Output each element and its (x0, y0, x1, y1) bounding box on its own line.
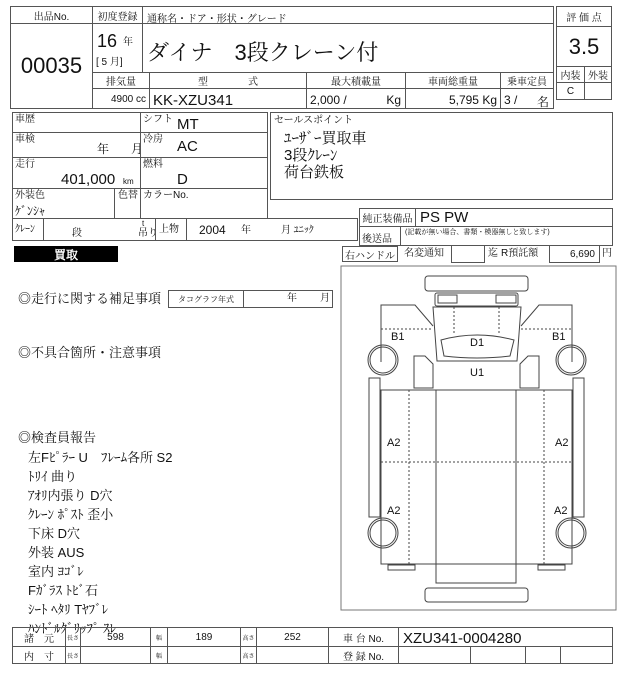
chassis-no: XZU341-0004280 (398, 627, 613, 647)
inspector-report (28, 447, 172, 637)
later-label: 後送品 (359, 226, 401, 246)
color-no-label: カラーNo. (143, 190, 189, 201)
report-line: ﾊﾝﾄﾞﾙｸﾞﾘｯﾌﾟ ｽﾚ (28, 621, 117, 636)
reg-no-cell (470, 646, 526, 664)
report-line: 室内 ﾖｺﾞﾚ (28, 564, 84, 579)
later-note: (記載が無い場合、書類・模器無しと致します) (405, 229, 550, 236)
color-change-cell (114, 188, 141, 219)
report-line: 外装 AUS (28, 545, 85, 560)
report-line: 下床 D穴 (28, 526, 81, 541)
sales-point-line: 3段ｸﾚｰﾝ (284, 147, 338, 164)
capacity-unit: 名 (536, 95, 549, 109)
displacement: 4900 cc (92, 88, 150, 109)
reg-year: 16 (97, 31, 118, 51)
shift-label: シフト (143, 114, 173, 125)
tacho-month: 月 (320, 293, 330, 304)
interior-label: 内装 (556, 66, 585, 83)
equipment-label: 純正装備品 (359, 208, 416, 227)
color-no-cell (140, 188, 268, 219)
vehicle-name: ダイナ 3段クレーン付 (142, 23, 554, 73)
gross-weight: 5,795 Kg (405, 88, 501, 109)
yen-label: 円 (602, 248, 612, 259)
max-load-label: 最大積載量 (306, 72, 406, 89)
crane-stage: 段 (72, 228, 82, 239)
crane-label-cell (12, 218, 44, 241)
mileage-cell (12, 157, 141, 189)
inspection-label: 車検 (15, 134, 35, 145)
body-label: 上物 (159, 224, 179, 235)
damage-mark: B1 (552, 331, 566, 343)
inspector-heading: ◎検査員報告 (18, 430, 97, 445)
history-cell (12, 112, 141, 133)
name-change-label: 名変通知 (404, 248, 444, 259)
blank-cell (267, 199, 358, 219)
first-reg-cell (92, 23, 143, 73)
report-line: ｸﾚｰﾝ ﾎﾟｽﾄ 歪小 (28, 507, 114, 522)
inner-width (167, 646, 241, 664)
mud-flap (388, 565, 415, 570)
windshield (433, 307, 521, 361)
until-label: 迄 (488, 248, 498, 259)
exterior-label: 外装 (584, 66, 612, 83)
mileage-value: 401,000 (61, 171, 116, 188)
chassis-label: 車 台 No. (328, 627, 399, 647)
capacity-cell (500, 88, 554, 109)
history-label: 車歴 (15, 114, 35, 125)
fuel-value: D (177, 171, 188, 188)
width-label: 幅 (150, 627, 168, 647)
front-bumper (425, 276, 528, 291)
body-month: 月 ﾕﾆｯｸ (281, 225, 314, 236)
side-step (369, 378, 380, 517)
interior-score: C (556, 82, 585, 100)
body-label-cell (155, 218, 187, 241)
cargo-bed (381, 390, 572, 564)
tacho-label: タコグラフ年式 (168, 290, 244, 308)
displacement-label: 排気量 (92, 72, 150, 89)
reg-year-unit: 年 (123, 37, 133, 48)
max-load: 2,000 / (310, 93, 347, 107)
body-cell (186, 218, 358, 241)
damage-mark: A2 (387, 437, 401, 449)
crane-hang: 吊り (138, 228, 158, 239)
mileage-unit: km (123, 177, 134, 186)
ac-cell (140, 132, 268, 158)
max-load-unit: Kg (386, 93, 401, 107)
reg-no-cell (525, 646, 561, 664)
sales-point-line: 荷台鉄板 (284, 164, 345, 181)
sales-point-label: セールスポイント (274, 115, 354, 126)
model-label: 型 式 (149, 72, 307, 89)
damage-mark: A2 (554, 505, 568, 517)
height-value: 252 (256, 627, 329, 647)
truck-damage-diagram (340, 260, 620, 612)
recycle-value: 6,690 (549, 245, 600, 263)
fuel-label: 燃料 (143, 159, 163, 170)
score-label: 評 価 点 (556, 6, 612, 27)
inner-length-label: 長さ (65, 646, 81, 664)
equipment-value: PS PW (420, 209, 469, 226)
inner-width-label: 幅 (150, 646, 168, 664)
first-reg-label: 初度登録 (92, 6, 143, 24)
name-label: 通称名・ドア・形状・グレード (142, 6, 554, 24)
inspection-year: 年 (97, 142, 110, 156)
lot-no: 00035 (10, 23, 93, 109)
tacho-box (168, 290, 333, 308)
reg-month: [ 5 月] (96, 57, 123, 68)
capacity-label: 乗車定員 (500, 72, 554, 89)
report-line: 左Fﾋﾟﾗｰ U ﾌﾚｰﾑ各所 S2 (28, 450, 173, 465)
exterior-score (584, 82, 612, 100)
equipment-row (359, 208, 613, 227)
mileage-notes-heading: ◎走行に関する補足事項 (18, 291, 162, 306)
tacho-year: 年 (287, 293, 297, 304)
color-value: ｹﾞﾝｼｬ (15, 204, 46, 218)
score-value: 3.5 (556, 26, 612, 67)
crane-cell (43, 218, 156, 241)
mileage-label: 走行 (15, 159, 35, 170)
color-label: 外装色 (15, 190, 45, 201)
defects-heading: ◎不具合箇所・注意事項 (18, 345, 162, 360)
gross-weight-label: 車両総重量 (405, 72, 501, 89)
headlight (496, 295, 516, 303)
inner-height (256, 646, 329, 664)
inspection-cell (12, 132, 144, 158)
color-cell (12, 188, 115, 219)
dims-label: 諸 元 (12, 627, 66, 647)
recycle-label: R預託額 (501, 248, 539, 259)
reg-no-cell (560, 646, 613, 664)
lot-no-label: 出品No. (10, 6, 93, 24)
length-label: 長さ (65, 627, 81, 647)
reg-no-cell (398, 646, 471, 664)
mud-flap (538, 565, 565, 570)
inner-height-label: 高さ (240, 646, 257, 664)
shift-value: MT (177, 116, 199, 133)
crane-label: ｸﾚｰﾝ (15, 224, 35, 235)
damage-mark: B1 (391, 331, 405, 343)
headlight (438, 295, 457, 303)
ac-value: AC (177, 138, 198, 155)
sales-point-line: ﾕｰｻﾞｰ買取車 (284, 130, 367, 147)
crane-ton: t (142, 219, 145, 228)
reg-no-label: 登 録 No. (328, 646, 399, 664)
inner-dims-label: 内 寸 (12, 646, 66, 664)
model: KK-XZU341 (149, 88, 307, 109)
report-line: Fｶﾞﾗｽ ﾄﾋﾞ石 (28, 583, 99, 598)
shift-cell (140, 112, 268, 133)
body-year-unit: 年 (241, 225, 251, 236)
side-step (573, 378, 584, 517)
inspection-month: 月 (131, 142, 144, 156)
body-year: 2004 (199, 223, 226, 237)
steering-badge: 右ハンドル (342, 246, 398, 262)
color-change-label: 色替 (118, 190, 138, 201)
length-value: 598 (80, 627, 151, 647)
damage-mark: A2 (387, 505, 401, 517)
ac-label: 冷房 (143, 134, 163, 145)
damage-mark: U1 (470, 367, 485, 379)
capacity: 3 / (504, 93, 518, 107)
damage-mark: A2 (555, 437, 569, 449)
rear-bumper (425, 588, 528, 602)
later-row (359, 226, 613, 246)
height-label: 高さ (240, 627, 257, 647)
report-line: ﾄﾘｲ 曲り (28, 469, 78, 484)
max-load-cell (306, 88, 406, 109)
purchase-badge: 買取 (14, 246, 118, 262)
report-line: ｱｵﾘ内張り D穴 (28, 488, 113, 503)
damage-mark: D1 (470, 337, 485, 349)
width-value: 189 (167, 627, 241, 647)
inner-length (80, 646, 151, 664)
fuel-cell (140, 157, 268, 189)
sales-point-box (270, 112, 613, 200)
report-line: ｼｰﾄ ﾍﾀﾘ Tﾔﾌﾞﾚ (28, 602, 109, 617)
